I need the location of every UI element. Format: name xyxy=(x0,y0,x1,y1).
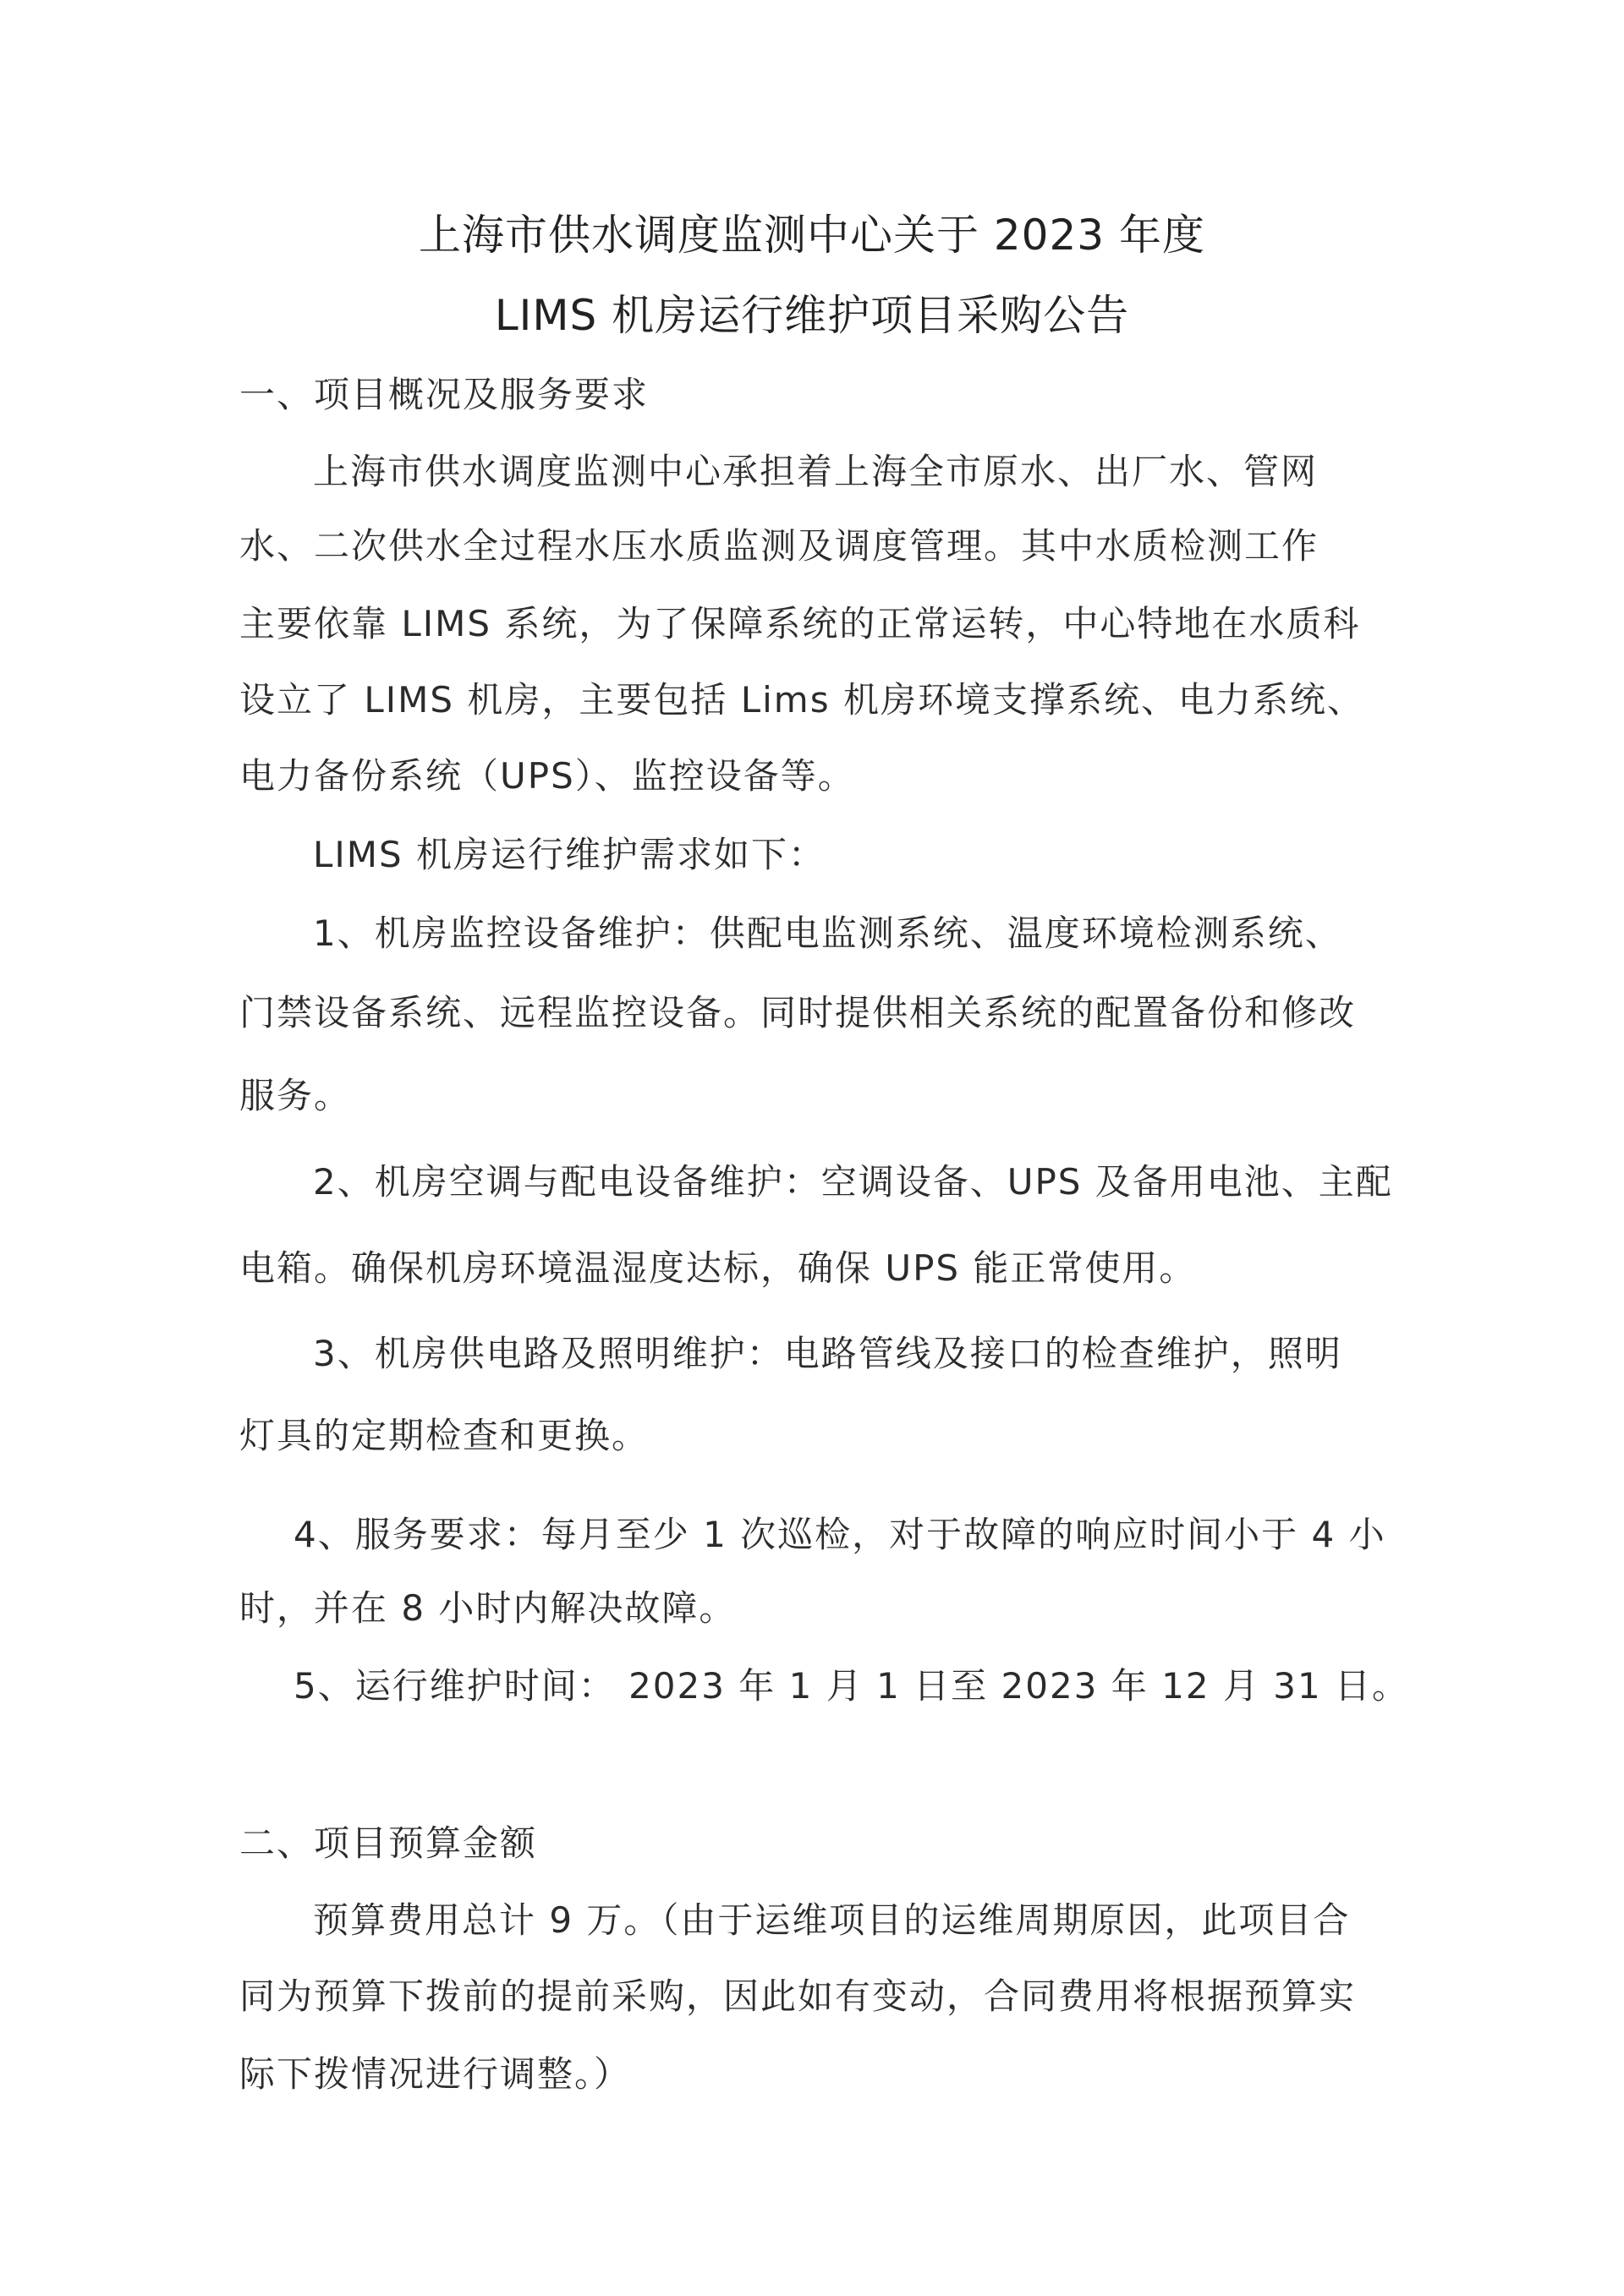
item-3-line-2: 灯具的定期检查和更换。 xyxy=(239,1415,650,1456)
item-2-line-2: 电箱。确保机房环境温湿度达标，确保 UPS 能正常使用。 xyxy=(239,1247,1197,1289)
intro-line-3: 主要依靠 LIMS 系统，为了保障系统的正常运转，中心特地在水质科 xyxy=(239,603,1361,644)
budget-line-3: 际下拨情况进行调整。） xyxy=(239,2053,632,2095)
item-2-line-1: 2、机房空调与配电设备维护：空调设备、UPS 及备用电池、主配 xyxy=(313,1161,1393,1203)
intro-line-5: 电力备份系统（UPS）、监控设备等。 xyxy=(239,755,855,797)
item-3-line-1: 3、机房供电路及照明维护：电路管线及接口的检查维护，照明 xyxy=(313,1333,1342,1374)
budget-line-2: 同为预算下拨前的提前采购，因此如有变动，合同费用将根据预算实 xyxy=(239,1975,1357,2017)
section-2-heading: 二、项目预算金额 xyxy=(239,1822,538,1864)
budget-line-1: 预算费用总计 9 万。（由于运维项目的运维周期原因，此项目合 xyxy=(313,1899,1351,1941)
document-title-line-1: 上海市供水调度监测中心关于 2023 年度 xyxy=(418,211,1206,260)
item-4-line-2: 时，并在 8 小时内解决故障。 xyxy=(239,1587,737,1629)
section-1-heading: 一、项目概况及服务要求 xyxy=(239,374,650,415)
intro-line-2: 水、二次供水全过程水压水质监测及调度管理。其中水质检测工作 xyxy=(239,525,1320,567)
item-1-line-2: 门禁设备系统、远程监控设备。同时提供相关系统的配置备份和修改 xyxy=(239,992,1357,1033)
intro-line-1: 上海市供水调度监测中心承担着上海全市原水、出厂水、管网 xyxy=(313,451,1319,492)
intro-line-4: 设立了 LIMS 机房，主要包括 Lims 机房环境支撑系统、电力系统、 xyxy=(239,679,1364,721)
needs-heading: LIMS 机房运行维护需求如下： xyxy=(313,834,826,875)
document-title-line-2: LIMS 机房运行维护项目采购公告 xyxy=(494,291,1130,340)
item-1-line-3: 服务。 xyxy=(239,1075,352,1116)
item-1-line-1: 1、机房监控设备维护：供配电监测系统、温度环境检测系统、 xyxy=(313,912,1342,954)
item-5-maintenance-period: 5、运行维护时间： 2023 年 1 月 1 日至 2023 年 12 月 31 日。 xyxy=(294,1665,1410,1707)
item-4-line-1: 4、服务要求：每月至少 1 次巡检，对于故障的响应时间小于 4 小 xyxy=(294,1514,1386,1555)
